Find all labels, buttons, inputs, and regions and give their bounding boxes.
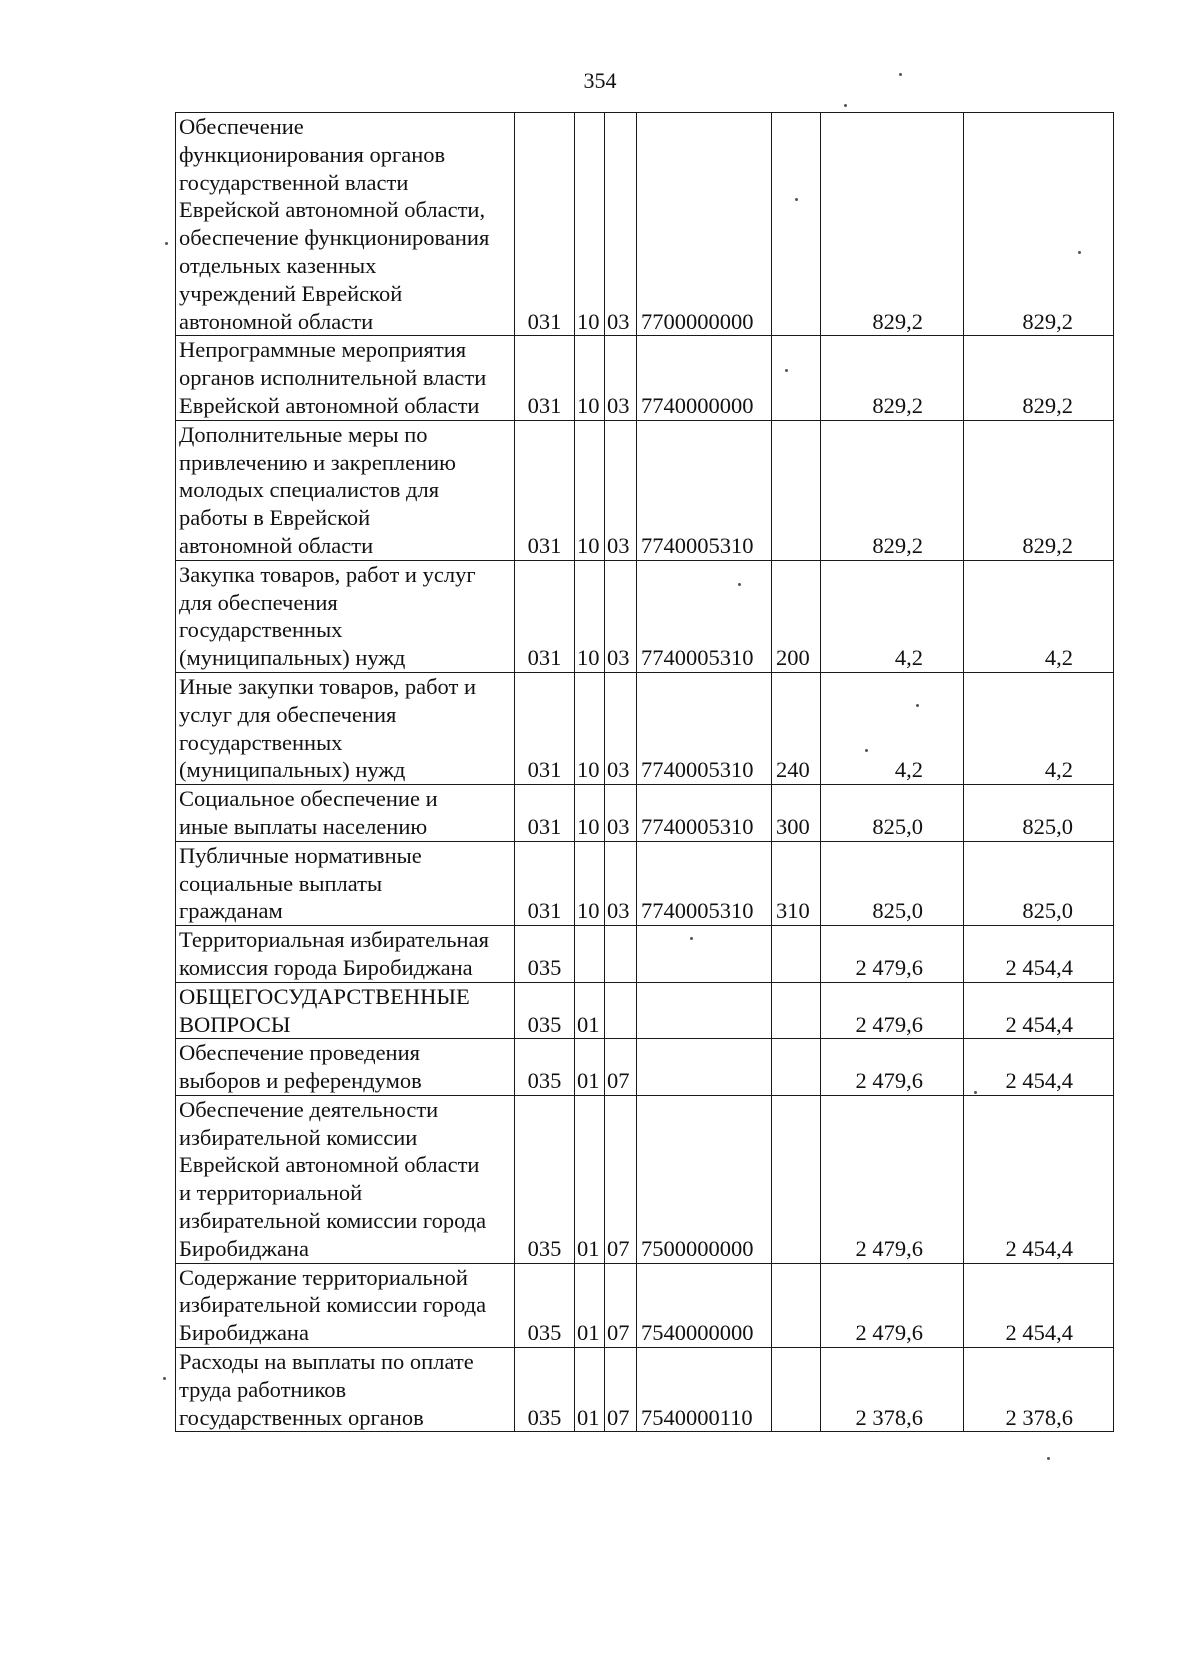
- cell-target-article: [637, 1039, 772, 1096]
- item-name-line: обеспечение функционирования: [179, 225, 490, 251]
- cell-expense-type: 300: [772, 785, 821, 842]
- table-body: [176, 113, 1114, 1432]
- item-name-line: избирательной комиссии города: [179, 1292, 487, 1318]
- item-name-line: отдельных казенных: [179, 252, 377, 278]
- cell-expense-type: 310: [772, 841, 821, 925]
- table-row: [176, 785, 1114, 842]
- cell-section: [575, 926, 605, 983]
- cell-amount-year1: 829,2: [821, 336, 964, 420]
- cell-target-article: 7700000000: [637, 113, 772, 336]
- cell-item-name: [176, 672, 515, 784]
- item-name-line: (муниципальных) нужд: [179, 645, 406, 671]
- cell-grbs: 031: [515, 336, 575, 420]
- item-name-line: автономной области: [179, 532, 374, 558]
- cell-grbs: 031: [515, 672, 575, 784]
- scan-speck: [1047, 1457, 1050, 1460]
- scan-speck: [974, 1091, 977, 1094]
- item-name-line: иные выплаты населению: [179, 813, 428, 839]
- cell-item-name: [176, 841, 515, 925]
- cell-item-name: [176, 420, 515, 560]
- item-name-line: Расходы на выплаты по оплате: [179, 1349, 474, 1375]
- item-name-line: Биробиджана: [179, 1320, 309, 1346]
- cell-grbs: 031: [515, 560, 575, 672]
- cell-amount-year1: 2 479,6: [821, 926, 964, 983]
- cell-amount-year1: 2 479,6: [821, 982, 964, 1039]
- item-name-line: государственной власти: [179, 169, 409, 195]
- cell-target-article: 7740005310: [637, 841, 772, 925]
- cell-item-name: [176, 982, 515, 1039]
- cell-subsection: 07: [605, 1095, 637, 1263]
- cell-amount-year1: 829,2: [821, 420, 964, 560]
- table-row: [176, 1039, 1114, 1096]
- scan-speck: [785, 369, 788, 372]
- cell-expense-type: [772, 982, 821, 1039]
- cell-grbs: 031: [515, 420, 575, 560]
- item-name-line: Непрограммные мероприятия: [179, 337, 467, 363]
- cell-expense-type: [772, 1263, 821, 1347]
- cell-section: 10: [575, 841, 605, 925]
- cell-expense-type: 200: [772, 560, 821, 672]
- cell-item-name: [176, 1039, 515, 1096]
- item-name-line: Еврейской автономной области,: [179, 197, 486, 223]
- cell-amount-year2: 4,2: [964, 672, 1114, 784]
- table-row: [176, 926, 1114, 983]
- item-name-line: ВОПРОСЫ: [179, 1011, 291, 1037]
- cell-grbs: 035: [515, 926, 575, 983]
- scan-speck: [163, 1377, 166, 1380]
- cell-amount-year2: 2 378,6: [964, 1348, 1114, 1432]
- item-name-line: Закупка товаров, работ и услуг: [179, 561, 476, 587]
- cell-amount-year1: 2 479,6: [821, 1095, 964, 1263]
- table-row: [176, 1095, 1114, 1263]
- item-name-line: (муниципальных) нужд: [179, 757, 406, 783]
- table-row: [176, 841, 1114, 925]
- cell-amount-year1: 2 479,6: [821, 1263, 964, 1347]
- scan-speck: [165, 242, 168, 245]
- cell-amount-year1: 2 479,6: [821, 1039, 964, 1096]
- item-name-line: избирательной комиссии: [179, 1124, 418, 1150]
- cell-grbs: 035: [515, 1348, 575, 1432]
- item-name-line: Обеспечение деятельности: [179, 1096, 439, 1122]
- cell-target-article: 7740005310: [637, 560, 772, 672]
- item-name-line: Содержание территориальной: [179, 1264, 468, 1290]
- cell-expense-type: [772, 113, 821, 336]
- cell-item-name: [176, 1263, 515, 1347]
- budget-table: [175, 112, 1114, 1432]
- cell-item-name: [176, 1348, 515, 1432]
- cell-subsection: 03: [605, 841, 637, 925]
- item-name-line: труда работников: [179, 1376, 347, 1402]
- cell-amount-year1: 4,2: [821, 560, 964, 672]
- cell-subsection: 03: [605, 420, 637, 560]
- item-name-line: привлечению и закреплению: [179, 449, 456, 475]
- cell-subsection: 03: [605, 785, 637, 842]
- table-row: [176, 672, 1114, 784]
- item-name-line: Обеспечение проведения: [179, 1040, 420, 1066]
- cell-target-article: 7740005310: [637, 785, 772, 842]
- cell-expense-type: [772, 1348, 821, 1432]
- cell-grbs: 035: [515, 982, 575, 1039]
- cell-section: 01: [575, 1039, 605, 1096]
- table-row: [176, 336, 1114, 420]
- cell-subsection: 07: [605, 1348, 637, 1432]
- item-name-line: учреждений Еврейской: [179, 280, 403, 306]
- item-name-line: Обеспечение: [179, 114, 304, 139]
- cell-amount-year2: 2 454,4: [964, 1263, 1114, 1347]
- cell-section: 10: [575, 336, 605, 420]
- cell-amount-year2: 2 454,4: [964, 926, 1114, 983]
- cell-amount-year2: 2 454,4: [964, 982, 1114, 1039]
- cell-target-article: 7740005310: [637, 672, 772, 784]
- cell-item-name: [176, 926, 515, 983]
- cell-target-article: [637, 926, 772, 983]
- cell-item-name: [176, 560, 515, 672]
- cell-target-article: 7740000000: [637, 336, 772, 420]
- cell-section: 01: [575, 1263, 605, 1347]
- cell-section: 10: [575, 113, 605, 336]
- scan-speck: [865, 749, 868, 752]
- cell-expense-type: [772, 926, 821, 983]
- item-name-line: Иные закупки товаров, работ и: [179, 673, 477, 699]
- scan-speck: [738, 583, 741, 586]
- scan-speck: [1078, 251, 1081, 254]
- cell-section: 10: [575, 560, 605, 672]
- cell-subsection: 03: [605, 672, 637, 784]
- item-name-line: работы в Еврейской: [179, 505, 371, 531]
- cell-item-name: [176, 336, 515, 420]
- cell-grbs: 035: [515, 1263, 575, 1347]
- item-name-line: и территориальной: [179, 1180, 363, 1206]
- cell-subsection: 03: [605, 336, 637, 420]
- cell-grbs: 031: [515, 785, 575, 842]
- cell-grbs: 031: [515, 113, 575, 336]
- cell-grbs: 031: [515, 841, 575, 925]
- cell-amount-year1: 825,0: [821, 785, 964, 842]
- item-name-line: функционирования органов: [179, 141, 446, 167]
- cell-amount-year2: 829,2: [964, 113, 1114, 336]
- item-name-line: Публичные нормативные: [179, 842, 422, 868]
- cell-expense-type: [772, 1095, 821, 1263]
- table-row: [176, 982, 1114, 1039]
- item-name-line: молодых специалистов для: [179, 477, 440, 503]
- cell-expense-type: [772, 336, 821, 420]
- item-name-line: Социальное обеспечение и: [179, 786, 438, 812]
- cell-section: 01: [575, 1348, 605, 1432]
- scan-speck: [916, 704, 919, 707]
- cell-target-article: 7540000110: [637, 1348, 772, 1432]
- cell-section: 10: [575, 420, 605, 560]
- cell-amount-year2: 829,2: [964, 336, 1114, 420]
- scan-speck: [899, 73, 902, 76]
- item-name-line: Еврейской автономной области: [179, 1152, 480, 1178]
- table-row: [176, 420, 1114, 560]
- item-name-line: государственных органов: [179, 1404, 424, 1430]
- item-name-line: услуг для обеспечения: [179, 701, 397, 727]
- cell-section: 10: [575, 672, 605, 784]
- cell-target-article: [637, 982, 772, 1039]
- cell-amount-year2: 825,0: [964, 841, 1114, 925]
- cell-target-article: 7540000000: [637, 1263, 772, 1347]
- cell-section: 01: [575, 1095, 605, 1263]
- item-name-line: Биробиджана: [179, 1235, 309, 1261]
- cell-subsection: [605, 926, 637, 983]
- cell-grbs: 035: [515, 1095, 575, 1263]
- table-row: [176, 113, 1114, 336]
- cell-expense-type: 240: [772, 672, 821, 784]
- cell-section: 01: [575, 982, 605, 1039]
- cell-subsection: [605, 982, 637, 1039]
- item-name-line: государственных: [179, 617, 343, 643]
- cell-amount-year1: 4,2: [821, 672, 964, 784]
- cell-subsection: 07: [605, 1263, 637, 1347]
- page-number: 354: [583, 68, 617, 93]
- item-name-line: гражданам: [179, 898, 283, 924]
- scan-speck: [795, 198, 798, 201]
- cell-subsection: 07: [605, 1039, 637, 1096]
- table-row: [176, 560, 1114, 672]
- cell-target-article: 7500000000: [637, 1095, 772, 1263]
- item-name-line: государственных: [179, 729, 343, 755]
- scan-speck: [844, 104, 847, 107]
- cell-amount-year2: 825,0: [964, 785, 1114, 842]
- cell-item-name: [176, 1095, 515, 1263]
- cell-expense-type: [772, 1039, 821, 1096]
- item-name-line: для обеспечения: [179, 589, 338, 615]
- table-row: [176, 1348, 1114, 1432]
- item-name-line: Еврейской автономной области: [179, 392, 480, 418]
- cell-item-name: [176, 785, 515, 842]
- cell-expense-type: [772, 420, 821, 560]
- cell-amount-year2: 2 454,4: [964, 1095, 1114, 1263]
- item-name-line: выборов и референдумов: [179, 1068, 422, 1094]
- cell-target-article: 7740005310: [637, 420, 772, 560]
- item-name-line: комиссия города Биробиджана: [179, 954, 473, 980]
- cell-subsection: 03: [605, 113, 637, 336]
- cell-grbs: 035: [515, 1039, 575, 1096]
- cell-subsection: 03: [605, 560, 637, 672]
- scan-speck: [690, 937, 693, 940]
- item-name-line: ОБЩЕГОСУДАРСТВЕННЫЕ: [179, 983, 470, 1009]
- item-name-line: автономной области: [179, 308, 374, 334]
- item-name-line: избирательной комиссии города: [179, 1208, 487, 1234]
- table-row: [176, 1263, 1114, 1347]
- cell-item-name: [176, 113, 515, 336]
- item-name-line: органов исполнительной власти: [179, 365, 487, 391]
- item-name-line: Дополнительные меры по: [179, 421, 428, 447]
- cell-amount-year2: 4,2: [964, 560, 1114, 672]
- cell-amount-year2: 829,2: [964, 420, 1114, 560]
- cell-amount-year1: 825,0: [821, 841, 964, 925]
- cell-section: 10: [575, 785, 605, 842]
- item-name-line: социальные выплаты: [179, 870, 383, 896]
- cell-amount-year1: 829,2: [821, 113, 964, 336]
- item-name-line: Территориальная избирательная: [179, 927, 489, 953]
- cell-amount-year2: 2 454,4: [964, 1039, 1114, 1096]
- cell-amount-year1: 2 378,6: [821, 1348, 964, 1432]
